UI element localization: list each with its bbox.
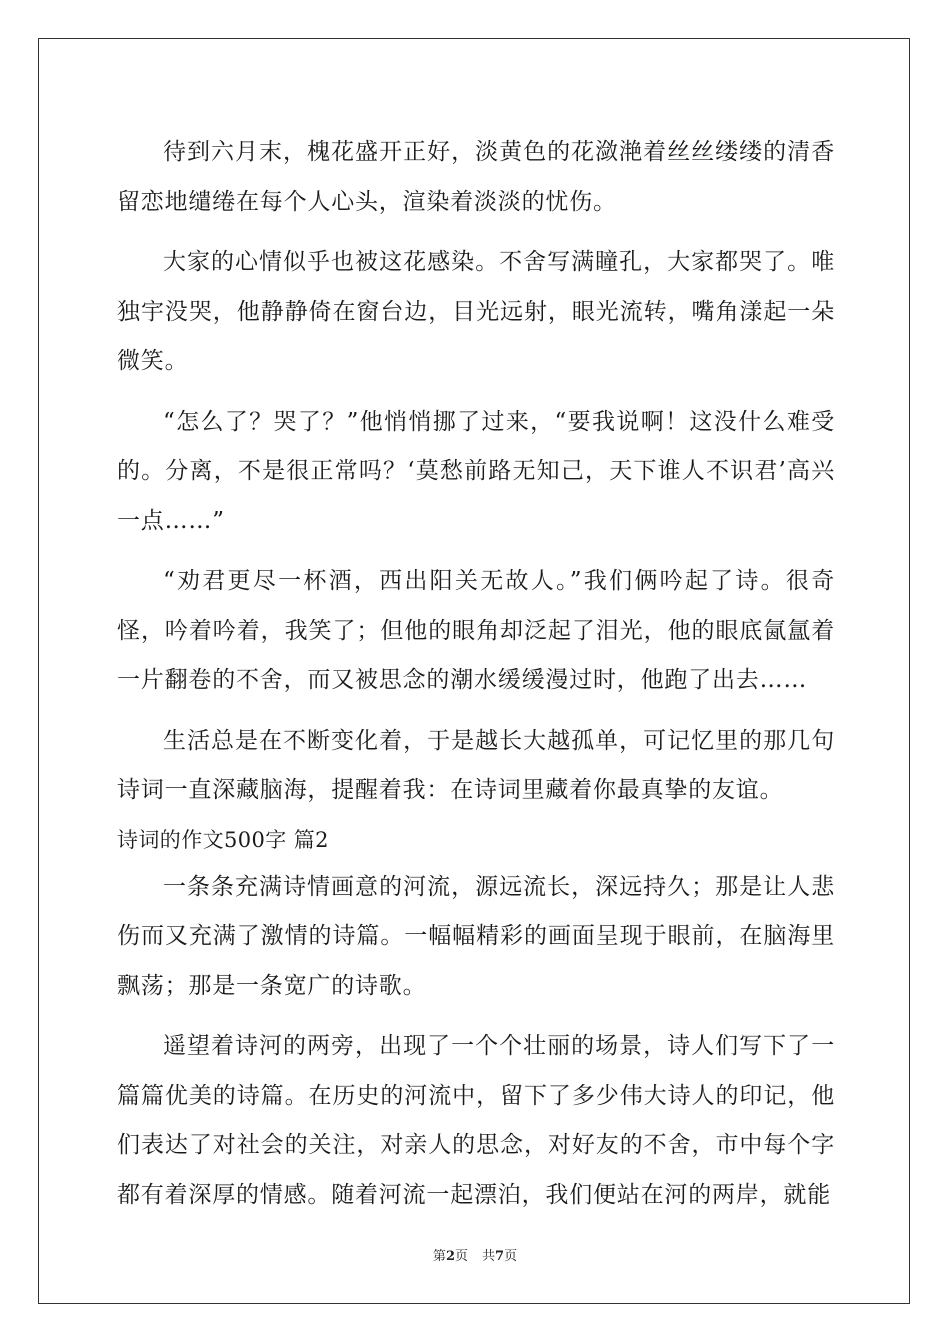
page-footer <box>0 1245 950 1264</box>
paragraph: 大家的心情似乎也被这花感染。不舍写满瞳孔，大家都哭了。唯独宇没哭，他静静倚在窗台边，目光远射，眼光流转，嘴角漾起一朵微笑。 <box>117 249 835 374</box>
document-body <box>117 128 835 1231</box>
page-number: 2 <box>445 1249 455 1264</box>
total-pages: 7 <box>495 1249 505 1264</box>
page-prefix: 第 <box>432 1249 446 1264</box>
paragraph: “怎么了？哭了？”他悄悄挪了过来，“要我说啊！这没什么难受的。分离，不是很正常吗？‘莫愁前路无知己，天下谁人不识君’高兴一点……” <box>117 408 835 534</box>
paragraph: 待到六月末，槐花盛开正好，淡黄色的花潋滟着丝丝缕缕的清香留恋地缱绻在每个人心头，渲染着淡淡的忧伤。 <box>117 139 835 215</box>
paragraph: 生活总是在不断变化着，于是越长大越孤单，可记忆里的那几句诗词一直深藏脑海，提醒着我：在诗词里藏着你最真挚的友谊。 <box>117 727 835 803</box>
total-suffix: 页 <box>504 1249 518 1264</box>
page-suffix: 页 <box>454 1249 468 1264</box>
section-heading: 诗词的作文500字 篇2 <box>117 827 329 852</box>
paragraph: “劝君更尽一杯酒，西出阳关无故人。”我们俩吟起了诗。很奇怪，吟着吟着，我笑了；但他的眼角却泛起了泪光，他的眼底氤氲着一片翻卷的不舍，而又被思念的潮水缓缓漫过时，他跑了出去…… <box>117 568 835 693</box>
paragraph: 一条条充满诗情画意的河流，源远流长，深远持久；那是让人悲伤而又充满了激情的诗篇。一幅幅精彩的画面呈现于眼前，在脑海里飘荡；那是一条宽广的诗歌。 <box>117 873 835 999</box>
paragraph: 遥望着诗河的两旁，出现了一个个壮丽的场景，诗人们写下了一篇篇优美的诗篇。在历史的河流中，留下了多少伟大诗人的印记，他们表达了对社会的关注，对亲人的思念，对好友的不舍，市中每个字都有着深厚的情感。随着河流一起漂泊，我们便站在河的两岸，就能 <box>117 1033 835 1208</box>
total-prefix: 共 <box>482 1249 496 1264</box>
